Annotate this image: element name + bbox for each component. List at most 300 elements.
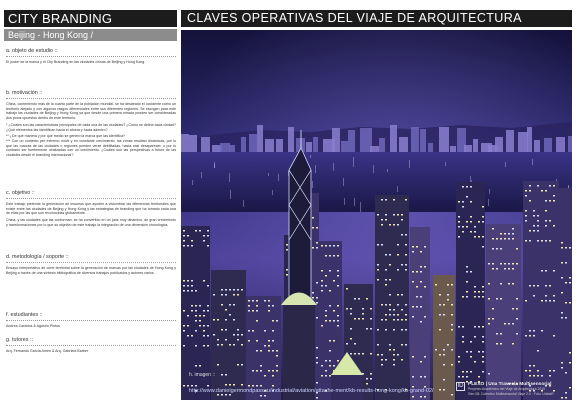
window-light — [316, 357, 318, 359]
window-light — [443, 364, 445, 366]
window-light — [553, 225, 555, 227]
window-light — [512, 263, 514, 265]
window-light — [401, 309, 403, 311]
section-divider — [6, 56, 176, 57]
window-light — [362, 353, 364, 355]
window-light — [385, 269, 387, 271]
window-light — [537, 220, 539, 222]
window-light — [537, 375, 539, 377]
window-light — [385, 254, 387, 256]
window-light — [241, 384, 243, 386]
window-light — [405, 199, 407, 201]
window-light — [482, 296, 484, 298]
window-light — [447, 294, 449, 296]
window-light — [549, 370, 551, 372]
window-light — [443, 304, 445, 306]
window-light — [529, 240, 531, 242]
window-light — [420, 306, 422, 308]
window-light — [264, 345, 266, 347]
window-light — [533, 365, 535, 367]
window-light — [350, 313, 352, 315]
window-light — [203, 325, 205, 327]
paragraph: Este trabajo pretende la generación de insumos que ayuden a vislumbrar las diferencias territoriales que existe entre las ciudades de Beijing y Hong Kong y las estrategias de branding que ha tomado cada una de ellas por las que son reconocidas globalmente. — [6, 202, 176, 216]
window-light — [569, 362, 571, 364]
window-light — [443, 354, 445, 356]
info-column — [4, 4, 177, 402]
section-divider — [6, 262, 176, 263]
window-light — [237, 334, 239, 336]
window-light — [321, 290, 323, 292]
window-light — [276, 365, 278, 367]
window-light — [537, 185, 539, 187]
window-light — [312, 227, 314, 229]
window-light — [276, 320, 278, 322]
near-building — [456, 182, 485, 400]
window-light — [377, 269, 379, 271]
window-light — [252, 310, 254, 312]
window-light — [248, 305, 250, 307]
window-light — [451, 324, 453, 326]
window-light — [525, 190, 527, 192]
window-light — [420, 296, 422, 298]
far-building — [428, 143, 433, 152]
window-light — [276, 350, 278, 352]
window-light — [233, 344, 235, 346]
window-light — [474, 291, 476, 293]
window-light — [207, 385, 209, 387]
paragraph: ** ¿De qué manera y por que medio se generó la marca que las identifica? — [6, 134, 126, 139]
window-light — [447, 299, 449, 301]
window-light — [183, 345, 185, 347]
window-light — [316, 242, 318, 244]
window-light — [504, 233, 506, 235]
window-light — [362, 313, 364, 315]
window-light — [412, 281, 414, 283]
window-light — [229, 394, 231, 396]
window-light — [545, 225, 547, 227]
window-light — [183, 385, 185, 387]
window-light — [237, 329, 239, 331]
window-light — [466, 291, 468, 293]
window-light — [443, 314, 445, 316]
window-light — [393, 214, 395, 216]
window-light — [199, 365, 201, 367]
window-light — [207, 305, 209, 307]
window-light — [248, 310, 250, 312]
window-light — [225, 384, 227, 386]
window-light — [462, 376, 464, 378]
window-light — [462, 186, 464, 188]
window-light — [325, 315, 327, 317]
paragraph: * ¿Cuáles son las características principales de cada una de las ciudades? ¿Cómo se define cada ciudad? ¿Qué elementos las identifican hacia el afuera y hacia adentro? — [6, 122, 177, 132]
window-light — [221, 344, 223, 346]
window-light — [389, 224, 391, 226]
section-objeto — [6, 48, 176, 65]
window-light — [545, 220, 547, 222]
window-light — [397, 269, 399, 271]
window-light — [466, 371, 468, 373]
window-light — [225, 394, 227, 396]
window-light — [276, 370, 278, 372]
window-light — [420, 396, 422, 398]
window-light — [337, 255, 339, 257]
window-light — [268, 300, 270, 302]
window-light — [237, 364, 239, 366]
window-light — [466, 351, 468, 353]
window-light — [401, 319, 403, 321]
window-light — [561, 277, 563, 279]
window-light — [466, 281, 468, 283]
far-building — [495, 137, 503, 152]
window-light — [516, 263, 518, 265]
window-light — [569, 282, 571, 284]
section-estudiantes — [6, 312, 176, 329]
window-light — [183, 310, 185, 312]
water-reflection — [489, 189, 490, 194]
window-light — [191, 240, 193, 242]
paragraph: *** Con un contexto per extremo móvil y en constante crecimiento, las zonas resultan dinámicas, por lo que las marcas de las ciudades o regiones pueden verse debilitadas, hasta casi desaparecer, o por lo contrario ser fuertemente viralizadas con un crecimiento. ¿Cuáles son las perspectivas a futuro de las ciudades desde el branding internacional? — [6, 138, 176, 158]
window-light — [500, 298, 502, 300]
window-light — [354, 298, 356, 300]
far-building — [341, 141, 348, 152]
window-light — [412, 356, 414, 358]
window-light — [321, 285, 323, 287]
window-light — [462, 206, 464, 208]
window-light — [500, 283, 502, 285]
near-building — [410, 227, 430, 400]
window-light — [325, 320, 327, 322]
window-light — [385, 284, 387, 286]
window-light — [316, 297, 318, 299]
water-reflection — [445, 162, 446, 166]
window-light — [508, 323, 510, 325]
window-light — [545, 210, 547, 212]
window-light — [474, 231, 476, 233]
window-light — [312, 297, 314, 299]
far-building — [464, 145, 472, 152]
window-light — [187, 290, 189, 292]
window-light — [233, 294, 235, 296]
window-light — [199, 320, 201, 322]
window-light — [325, 255, 327, 257]
window-light — [529, 370, 531, 372]
window-light — [420, 271, 422, 273]
window-light — [268, 350, 270, 352]
near-building — [523, 181, 559, 400]
window-light — [381, 359, 383, 361]
window-light — [466, 186, 468, 188]
window-light — [207, 285, 209, 287]
window-light — [492, 248, 494, 250]
section-heading: f. estudiantes :: — [6, 312, 43, 318]
window-light — [420, 281, 422, 283]
window-light — [462, 231, 464, 233]
section-motivacion — [6, 90, 176, 160]
window-light — [217, 344, 219, 346]
window-light — [213, 319, 215, 321]
window-light — [512, 343, 514, 345]
window-light — [549, 285, 551, 287]
window-light — [370, 353, 372, 355]
window-light — [424, 246, 426, 248]
water-reflection — [268, 173, 269, 176]
window-light — [462, 371, 464, 373]
window-light — [458, 326, 460, 328]
window-light — [350, 338, 352, 340]
window-light — [478, 376, 480, 378]
window-light — [561, 317, 563, 319]
window-light — [366, 298, 368, 300]
window-light — [316, 282, 318, 284]
window-light — [537, 215, 539, 217]
window-light — [366, 383, 368, 385]
window-light — [439, 304, 441, 306]
window-light — [329, 360, 331, 362]
image-source-link[interactable]: http://www.danielgermondpassau/industrial/aviation/attache-ment/kb-results-hong-kong/kb-grand-02/ — [189, 388, 434, 394]
far-building — [201, 137, 210, 152]
window-light — [545, 295, 547, 297]
window-light — [470, 221, 472, 223]
window-light — [401, 344, 403, 346]
window-light — [233, 304, 235, 306]
window-light — [553, 370, 555, 372]
window-light — [512, 323, 514, 325]
section-divider — [6, 198, 176, 199]
window-light — [225, 339, 227, 341]
window-light — [424, 396, 426, 398]
window-light — [260, 395, 262, 397]
section-body: Ensayo Interpretativo de corte territorial sobre la generación de marcas por las ciudades de Hong Kong y Beijing a través de una síntesis bibliográfica de diversos trabajos publicados y autores varios. — [6, 266, 176, 275]
window-light — [537, 370, 539, 372]
window-light — [329, 320, 331, 322]
window-light — [420, 266, 422, 268]
window-light — [401, 234, 403, 236]
near-building — [246, 296, 281, 400]
window-light — [221, 289, 223, 291]
window-light — [516, 318, 518, 320]
window-light — [217, 394, 219, 396]
window-light — [195, 305, 197, 307]
window-light — [541, 375, 543, 377]
window-light — [389, 294, 391, 296]
near-building — [486, 224, 521, 400]
window-light — [183, 235, 185, 237]
window-light — [569, 247, 571, 249]
window-light — [529, 185, 531, 187]
window-light — [191, 285, 193, 287]
window-light — [516, 248, 518, 250]
window-light — [537, 350, 539, 352]
near-building — [211, 270, 246, 400]
window-light — [549, 200, 551, 202]
window-light — [241, 289, 243, 291]
window-light — [389, 344, 391, 346]
section-body — [6, 102, 176, 158]
window-light — [412, 271, 414, 273]
window-light — [401, 214, 403, 216]
window-light — [470, 216, 472, 218]
window-light — [405, 304, 407, 306]
window-light — [439, 354, 441, 356]
window-light — [537, 240, 539, 242]
window-light — [286, 269, 288, 271]
window-light — [187, 335, 189, 337]
window-light — [183, 290, 185, 292]
window-light — [508, 268, 510, 270]
window-light — [337, 305, 339, 307]
window-light — [466, 196, 468, 198]
window-light — [416, 306, 418, 308]
section-heading: a. objeto de estudio :: — [6, 48, 58, 54]
window-light — [541, 190, 543, 192]
window-light — [237, 294, 239, 296]
window-light — [482, 326, 484, 328]
far-building — [399, 137, 408, 152]
window-light — [195, 230, 197, 232]
window-light — [569, 277, 571, 279]
window-light — [466, 271, 468, 273]
window-light — [397, 254, 399, 256]
window-light — [321, 280, 323, 282]
window-light — [412, 316, 414, 318]
window-light — [333, 320, 335, 322]
window-light — [325, 275, 327, 277]
window-light — [512, 308, 514, 310]
window-light — [233, 334, 235, 336]
window-light — [381, 244, 383, 246]
window-light — [354, 318, 356, 320]
window-light — [316, 397, 318, 399]
window-light — [451, 349, 453, 351]
water-reflection — [360, 202, 361, 212]
water-reflection — [201, 172, 202, 178]
window-light — [264, 375, 266, 377]
window-light — [541, 300, 543, 302]
window-light — [256, 300, 258, 302]
window-light — [405, 254, 407, 256]
window-light — [333, 340, 335, 342]
cityscape-illustration — [181, 30, 572, 400]
water-reflection — [192, 180, 193, 185]
window-light — [237, 289, 239, 291]
window-light — [389, 314, 391, 316]
window-light — [458, 221, 460, 223]
hong-kong-night-photo — [181, 30, 572, 400]
window-light — [545, 285, 547, 287]
section-body: Andrea Cardona & Agustín Pintos — [6, 324, 60, 328]
window-light — [385, 329, 387, 331]
window-light — [420, 376, 422, 378]
window-light — [333, 255, 335, 257]
near-building — [375, 195, 409, 400]
window-light — [458, 216, 460, 218]
window-light — [203, 315, 205, 317]
window-light — [381, 199, 383, 201]
window-light — [549, 375, 551, 377]
window-light — [470, 201, 472, 203]
window-light — [316, 382, 318, 384]
window-light — [529, 285, 531, 287]
project-subtitle: Beijing - Hong Kong / — [4, 29, 177, 41]
window-light — [207, 235, 209, 237]
window-light — [474, 326, 476, 328]
window-light — [366, 328, 368, 330]
window-light — [272, 370, 274, 372]
window-light — [504, 238, 506, 240]
window-light — [199, 325, 201, 327]
window-light — [377, 344, 379, 346]
window-light — [229, 384, 231, 386]
window-light — [565, 317, 567, 319]
window-light — [321, 270, 323, 272]
window-light — [500, 238, 502, 240]
window-light — [525, 300, 527, 302]
window-light — [272, 350, 274, 352]
window-light — [424, 316, 426, 318]
window-light — [264, 330, 266, 332]
window-light — [346, 288, 348, 290]
window-light — [492, 308, 494, 310]
window-light — [512, 233, 514, 235]
window-light — [439, 329, 441, 331]
window-light — [525, 335, 527, 337]
window-light — [268, 370, 270, 372]
window-light — [424, 286, 426, 288]
window-light — [488, 263, 490, 265]
far-building — [288, 127, 294, 152]
window-light — [496, 343, 498, 345]
section-divider — [6, 320, 176, 321]
window-light — [397, 304, 399, 306]
window-light — [337, 275, 339, 277]
window-light — [221, 394, 223, 396]
near-building — [433, 275, 455, 400]
window-light — [217, 339, 219, 341]
water-reflection — [310, 155, 311, 158]
window-light — [187, 235, 189, 237]
far-building — [544, 138, 552, 152]
window-light — [393, 224, 395, 226]
window-light — [337, 270, 339, 272]
window-light — [252, 385, 254, 387]
window-light — [482, 351, 484, 353]
window-light — [500, 248, 502, 250]
window-light — [533, 285, 535, 287]
window-light — [549, 185, 551, 187]
far-building — [181, 134, 189, 152]
window-light — [316, 347, 318, 349]
window-light — [420, 251, 422, 253]
window-light — [183, 230, 185, 232]
window-light — [393, 354, 395, 356]
window-light — [350, 328, 352, 330]
window-light — [482, 371, 484, 373]
section-body: El poder de la marca y el City Branding en las ciudades chinas de Beijing y Hong Kong. — [6, 60, 146, 64]
window-light — [537, 285, 539, 287]
window-light — [496, 298, 498, 300]
far-building — [229, 145, 235, 152]
window-light — [561, 247, 563, 249]
window-light — [256, 350, 258, 352]
window-light — [533, 210, 535, 212]
window-light — [199, 230, 201, 232]
window-light — [393, 199, 395, 201]
window-light — [256, 370, 258, 372]
window-light — [183, 240, 185, 242]
window-light — [565, 397, 567, 399]
window-light — [264, 300, 266, 302]
window-light — [187, 385, 189, 387]
